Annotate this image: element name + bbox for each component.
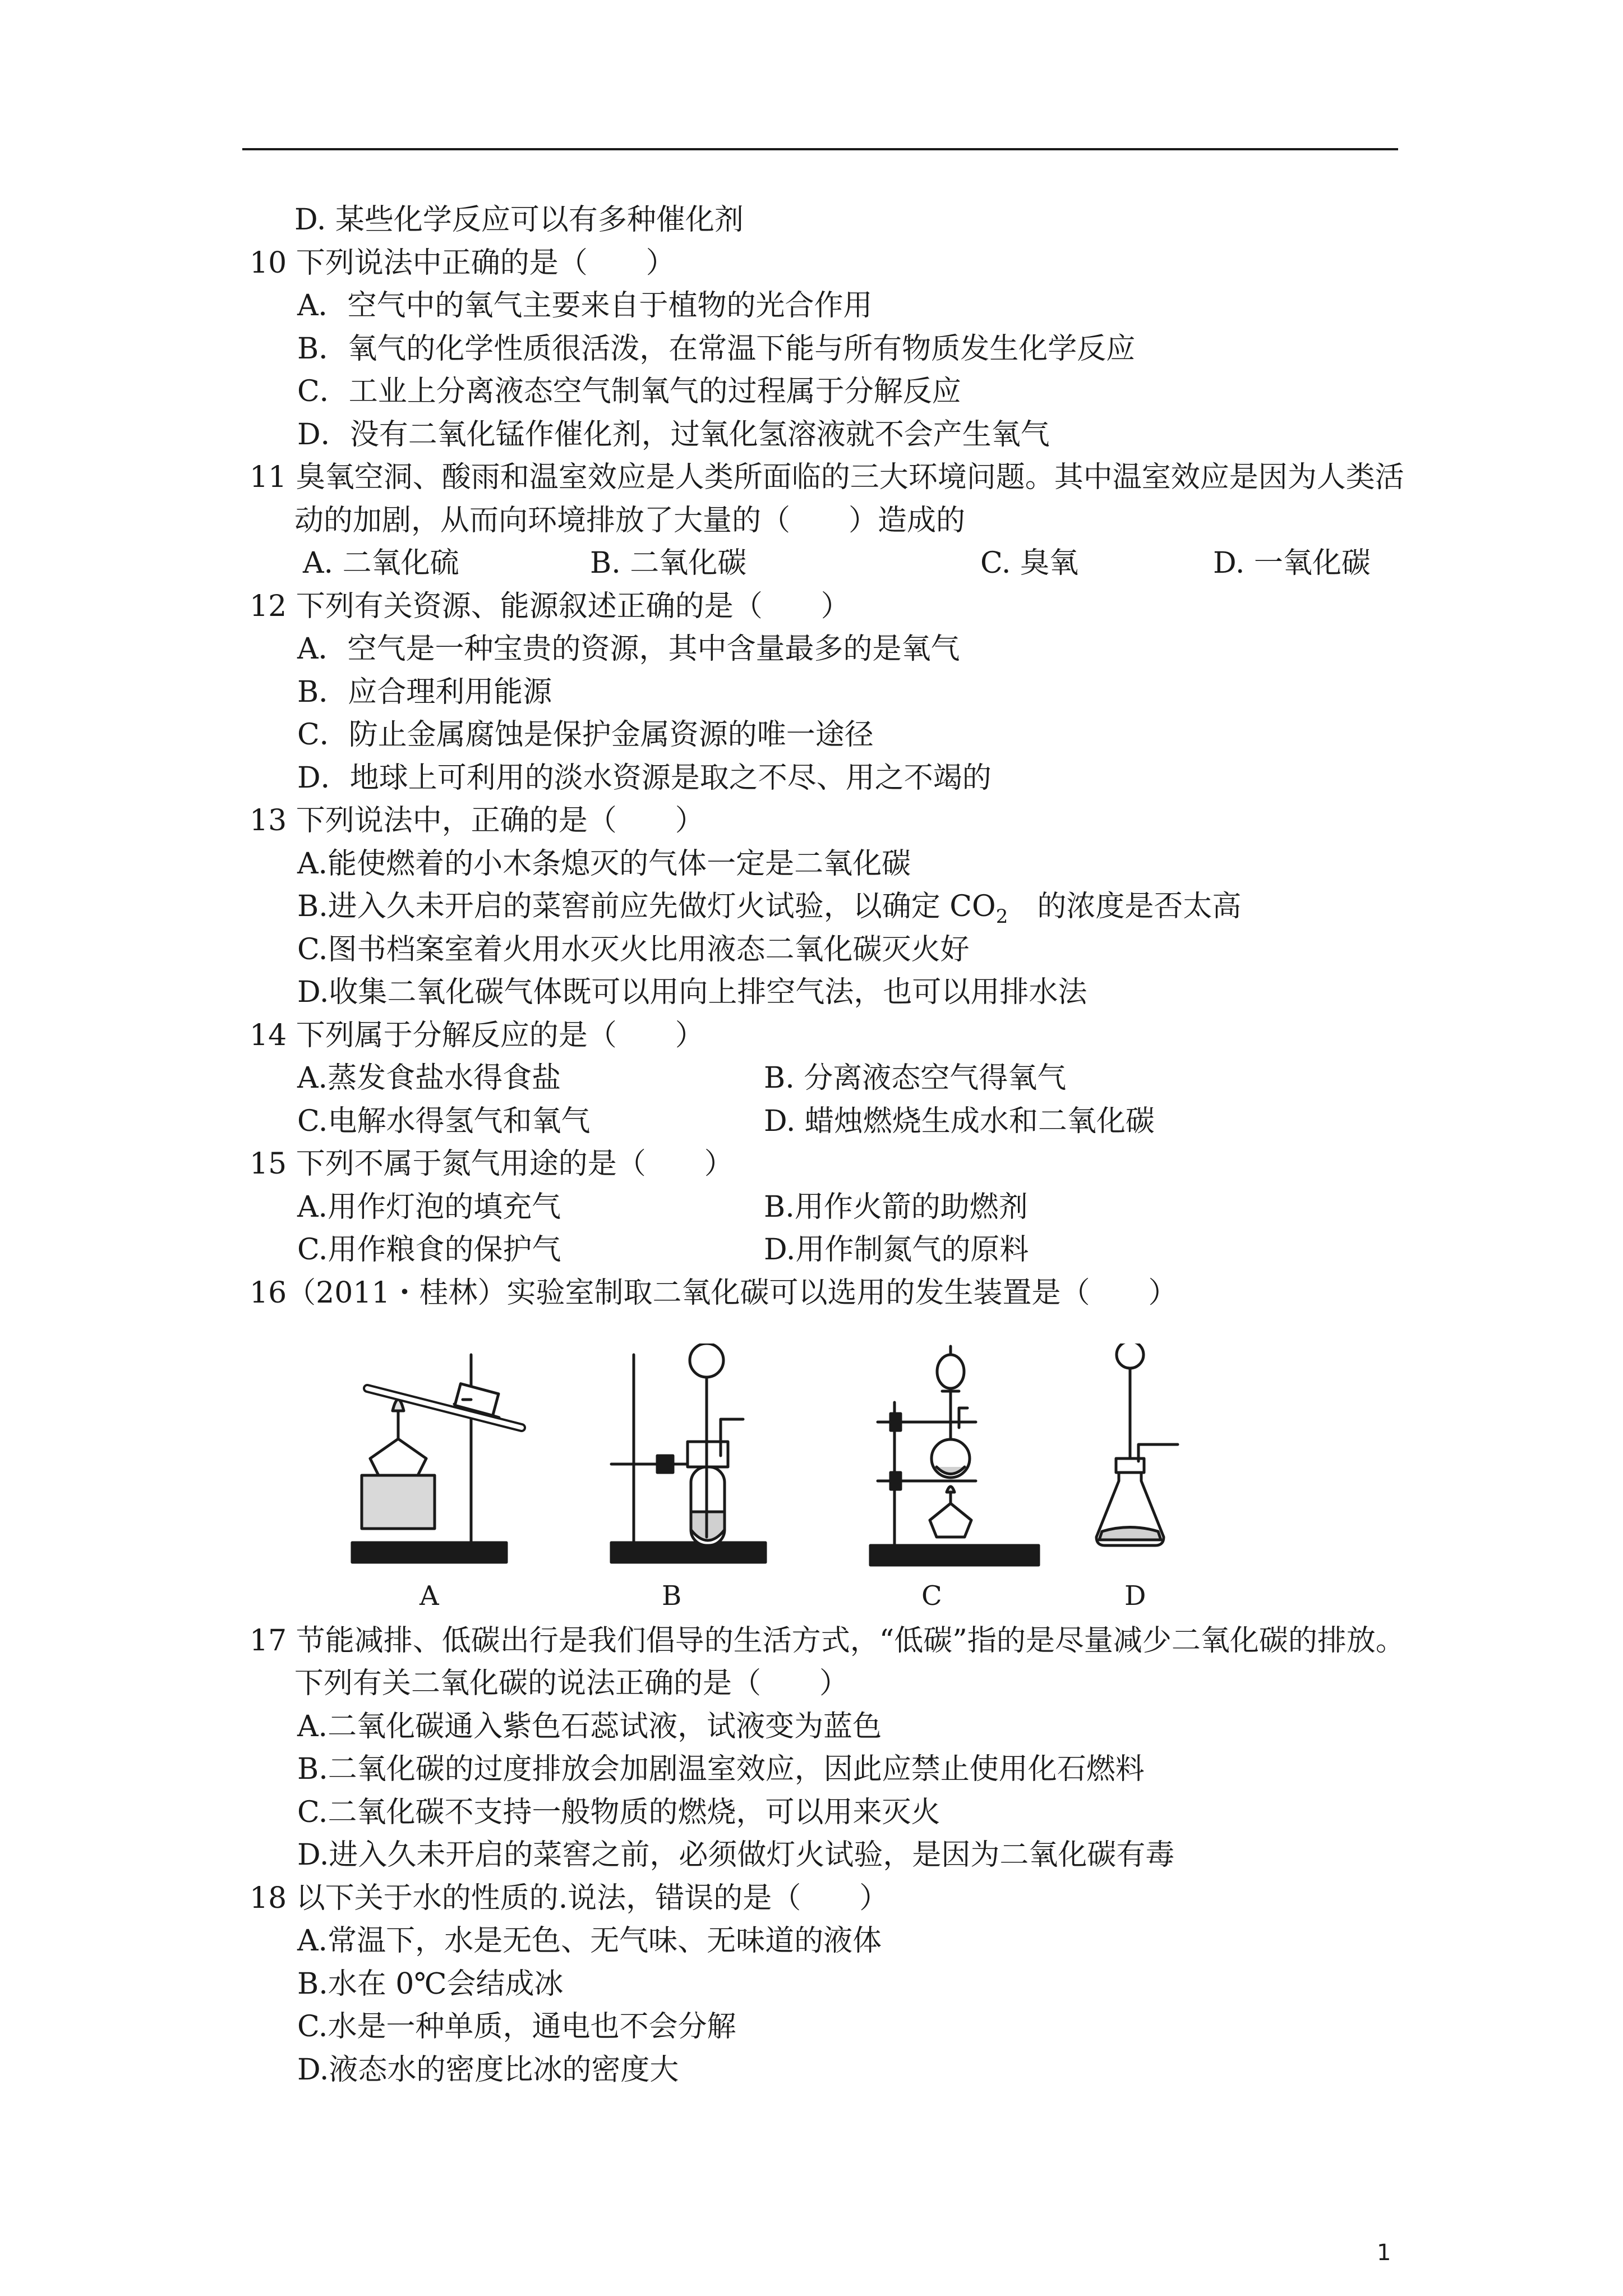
q18-stem: 18 以下关于水的性质的.说法，错误的是（ ） bbox=[250, 1881, 889, 1915]
q15-option-c: C.用作粮食的保护气 bbox=[297, 1233, 561, 1267]
q14-option-d: D. 蜡烛燃烧生成水和二氧化碳 bbox=[764, 1105, 1155, 1138]
q15-stem: 15 下列不属于氮气用途的是（ ） bbox=[250, 1147, 734, 1181]
q12-option-c: C．防止金属腐蚀是保护金属资源的唯一途径 bbox=[297, 718, 874, 752]
q11-option-b: B. 二氧化碳 bbox=[590, 546, 747, 580]
q10-option-c: C．工业上分离液态空气制氧气的过程属于分解反应 bbox=[297, 375, 961, 408]
q9-option-d: D. 某些化学反应可以有多种催化剂 bbox=[294, 203, 744, 237]
q17-option-a: A.二氧化碳通入紫色石蕊试液，试液变为蓝色 bbox=[297, 1710, 882, 1743]
q13-co2-subscript: 2 bbox=[995, 905, 1008, 928]
q16-label-a: A bbox=[419, 1580, 439, 1612]
q14-option-a: A.蒸发食盐水得食盐 bbox=[297, 1061, 561, 1095]
q12-option-a: A．空气是一种宝贵的资源，其中含量最多的是氧气 bbox=[297, 632, 960, 666]
q17-option-c: C.二氧化碳不支持一般物质的燃烧，可以用来灭火 bbox=[297, 1796, 940, 1829]
q18-option-b: B.水在 0℃会结成冰 bbox=[297, 1967, 564, 2001]
q12-option-d: D．地球上可利用的淡水资源是取之不尽、用之不竭的 bbox=[297, 761, 992, 795]
q16-label-b: B bbox=[662, 1580, 682, 1612]
q13-stem: 13 下列说法中，正确的是（ ） bbox=[250, 804, 704, 838]
q16-stem: 16（2011・桂林）实验室制取二氧化碳可以选用的发生装置是（ ） bbox=[250, 1276, 1178, 1310]
q16-label-d: D bbox=[1124, 1580, 1146, 1612]
q11-stem-line2: 动的加剧，从而向环境排放了大量的（ ）造成的 bbox=[294, 504, 966, 537]
q12-option-b: B．应合理利用能源 bbox=[297, 675, 552, 709]
q18-option-a: A.常温下，水是无色、无气味、无味道的液体 bbox=[297, 1924, 882, 1958]
q13-option-b-text: B.进入久未开启的菜窖前应先做灯火试验，以确定 CO bbox=[297, 890, 996, 923]
q13-option-b-text-end: 的浓度是否太高 bbox=[1008, 890, 1242, 923]
q11-option-d: D. 一氧化碳 bbox=[1213, 546, 1371, 580]
q14-option-c: C.电解水得氢气和氧气 bbox=[297, 1105, 591, 1138]
q15-option-d: D.用作制氮气的原料 bbox=[764, 1233, 1029, 1267]
q13-option-b bbox=[297, 889, 1241, 935]
q17-option-d: D.进入久未开启的菜窖之前，必须做灯火试验，是因为二氧化碳有毒 bbox=[297, 1838, 1175, 1872]
q11-option-a: A. 二氧化硫 bbox=[303, 546, 459, 580]
header-rule bbox=[242, 148, 1398, 150]
q17-option-b: B.二氧化碳的过度排放会加剧温室效应，因此应禁止使用化石燃料 bbox=[297, 1752, 1145, 1786]
q11-stem-line1: 11 臭氧空洞、酸雨和温室效应是人类所面临的三大环境问题。其中温室效应是因为人类活 bbox=[250, 461, 1404, 494]
q10-option-a: A．空气中的氧气主要来自于植物的光合作用 bbox=[297, 289, 873, 323]
q16-label-c: C bbox=[921, 1580, 942, 1612]
q14-option-b: B. 分离液态空气得氧气 bbox=[764, 1061, 1067, 1095]
q16-apparatus-figure bbox=[314, 1343, 1223, 1590]
q10-option-d: D．没有二氧化锰作催化剂，过氧化氢溶液就不会产生氧气 bbox=[297, 418, 1050, 452]
q18-option-c: C.水是一种单质，通电也不会分解 bbox=[297, 2010, 736, 2044]
q18-option-d: D.液态水的密度比冰的密度大 bbox=[297, 2053, 679, 2087]
q10-option-b: B．氧气的化学性质很活泼，在常温下能与所有物质发生化学反应 bbox=[297, 332, 1136, 366]
q17-stem-line1: 17 节能减排、低碳出行是我们倡导的生活方式，“低碳”指的是尽量减少二氧化碳的排放。 bbox=[250, 1624, 1405, 1658]
q13-option-c: C.图书档案室着火用水灭火比用液态二氧化碳灭火好 bbox=[297, 933, 970, 967]
apparatus-c bbox=[870, 1346, 1039, 1565]
q17-stem-line2: 下列有关二氧化碳的说法正确的是（ ） bbox=[294, 1667, 849, 1700]
q13-option-a: A.能使燃着的小木条熄灭的气体一定是二氧化碳 bbox=[297, 847, 911, 881]
page-number: 1 bbox=[1377, 2240, 1391, 2266]
q10-stem: 10 下列说法中正确的是（ ） bbox=[250, 246, 675, 280]
q11-option-c: C. 臭氧 bbox=[980, 546, 1078, 580]
q14-stem: 14 下列属于分解反应的是（ ） bbox=[250, 1019, 704, 1052]
q15-option-a: A.用作灯泡的填充气 bbox=[297, 1190, 561, 1224]
q13-option-d: D.收集二氧化碳气体既可以用向上排空气法，也可以用排水法 bbox=[297, 976, 1087, 1009]
q15-option-b: B.用作火箭的助燃剂 bbox=[764, 1190, 1028, 1224]
apparatus-d bbox=[1096, 1343, 1178, 1545]
q12-stem: 12 下列有关资源、能源叙述正确的是（ ） bbox=[250, 590, 850, 623]
apparatus-a bbox=[352, 1355, 522, 1562]
apparatus-b bbox=[611, 1343, 766, 1562]
